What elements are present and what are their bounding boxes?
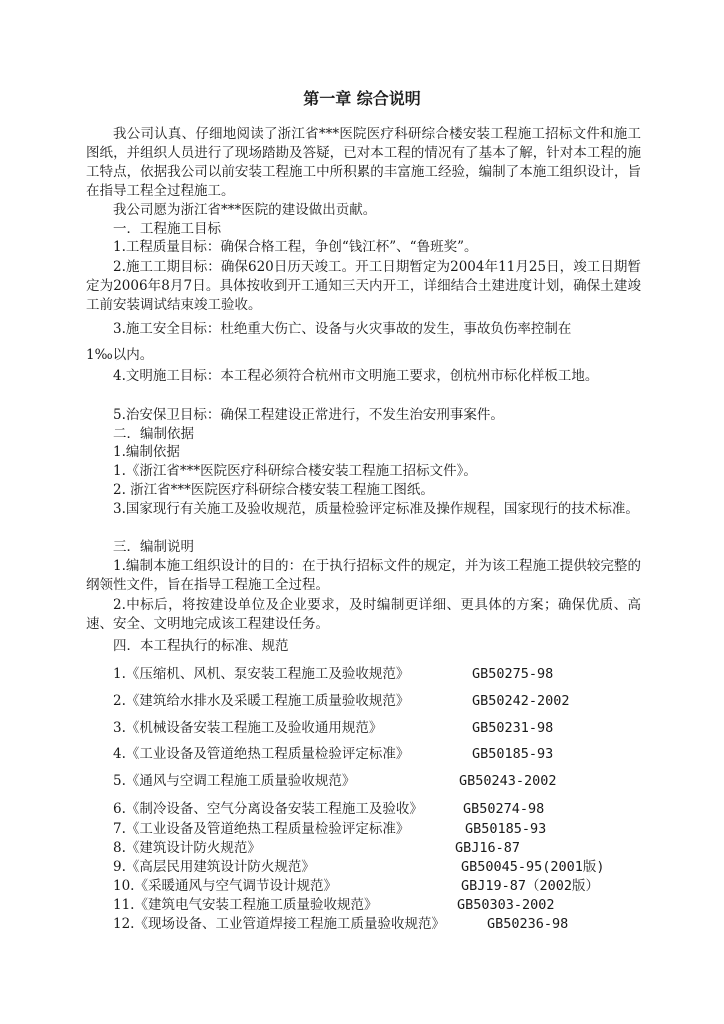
standard-code: GB50243-2002 xyxy=(459,773,557,789)
standard-code: GB50303-2002 xyxy=(457,897,555,913)
standard-name: 2.《建筑给水排水及采暖工程施工质量验收规范》 xyxy=(113,693,410,709)
goal-item-4: 4.文明施工目标：本工程必须符合杭州市文明施工要求，创杭州市标化样板工地。 xyxy=(113,368,599,384)
standard-code: GBJ19-87（2002版） xyxy=(461,878,600,894)
section-heading-4: 四．本工程执行的标准、规范 xyxy=(113,638,289,654)
basis-item-1: 1.《浙江省***医院医疗科研综合楼安装工程施工招标文件》。 xyxy=(113,463,477,479)
goal-item-2: 2.施工工期目标：确保620日历天竣工。开工日期暂定为2004年11月25日，竣工日期暂定为2006年8月7日。具体按收到开工通知三天内开工，详细结合土建进度计划，确保土建竣工前安装调试结束竣工验收。 xyxy=(86,259,641,313)
basis-item-2: 2. 浙江省***医院医疗科研综合楼安装工程施工图纸。 xyxy=(113,482,434,498)
standard-code: GBJ16-87 xyxy=(455,840,521,856)
standard-name: 5.《通风与空调工程施工质量验收规范》 xyxy=(113,773,356,789)
standard-code: GB50185-93 xyxy=(465,821,547,837)
standard-code: GB50236-98 xyxy=(487,916,569,932)
intro-paragraph: 我公司认真、仔细地阅读了浙江省***医院医疗科研综合楼安装工程施工招标文件和施工图纸，并组织人员进行了现场踏勘及答疑，已对本工程的情况有了基本了解，针对本工程的施工特点，依据我公司以前安装工程施工中所积累的丰富施工经验，编制了本施工组织设计，旨在指导工程全过程施工。 xyxy=(86,126,641,199)
standard-code: GB50274-98 xyxy=(463,801,545,817)
goal-item-5: 5.治安保卫目标：确保工程建设正常进行，不发生治安刑事案件。 xyxy=(113,407,504,423)
basis-item-3: 3.国家现行有关施工及验收规范，质量检验评定标准及操作规程，国家现行的技术标准。 xyxy=(113,501,639,517)
standard-code: GB50231-98 xyxy=(472,720,554,736)
explain-item-2: 2.中标后，将按建设单位及企业要求，及时编制更详细、更具体的方案；确保优质、高速、安全、文明地完成该工程建设任务。 xyxy=(86,597,641,632)
basis-subheading: 1.编制依据 xyxy=(113,444,180,460)
standard-name: 10.《采暖通风与空气调节设计规范》 xyxy=(113,878,337,894)
standard-name: 12.《现场设备、工业管道焊接工程施工质量验收规范》 xyxy=(113,916,445,932)
section-heading-2: 二．编制依据 xyxy=(113,426,194,442)
chapter-title: 第一章 综合说明 xyxy=(303,89,421,108)
standard-code: GB50185-93 xyxy=(472,746,554,762)
section-heading-3: 三．编制说明 xyxy=(113,539,194,555)
standard-name: 7.《工业设备及管道绝热工程质量检验评定标准》 xyxy=(113,821,410,837)
intro-paragraph-2: 我公司愿为浙江省***医院的建设做出贡献。 xyxy=(113,202,377,218)
standard-name: 6.《制冷设备、空气分离设备安装工程施工及验收》 xyxy=(113,801,423,817)
standard-name: 8.《建筑设计防火规范》 xyxy=(113,840,261,856)
standard-code: GB50275-98 xyxy=(472,666,554,682)
standard-name: 3.《机械设备安装工程施工及验收通用规范》 xyxy=(113,720,383,736)
standard-name: 1.《压缩机、风机、泵安装工程施工及验收规范》 xyxy=(113,666,410,682)
goal-item-1: 1.工程质量目标：确保合格工程，争创“钱江杯”、“鲁班奖”。 xyxy=(113,239,478,255)
explain-item-1: 1.编制本施工组织设计的目的：在于执行招标文件的规定，并为该工程施工提供较完整的纲领性文件，旨在指导工程施工全过程。 xyxy=(86,558,641,593)
section-heading-1: 一．工程施工目标 xyxy=(113,221,221,237)
standard-code: GB50242-2002 xyxy=(472,693,570,709)
goal-item-3-cont: 1‰以内。 xyxy=(86,347,154,363)
standard-name: 9.《高层民用建筑设计防火规范》 xyxy=(113,859,315,875)
standard-name: 4.《工业设备及管道绝热工程质量检验评定标准》 xyxy=(113,746,410,762)
goal-item-3: 3.施工安全目标：杜绝重大伤亡、设备与火灾事故的发生，事故负伤率控制在 xyxy=(113,321,572,337)
standard-code: GB50045-95(2001版) xyxy=(461,859,605,875)
standard-name: 11.《建筑电气安装工程施工质量验收规范》 xyxy=(113,897,378,913)
